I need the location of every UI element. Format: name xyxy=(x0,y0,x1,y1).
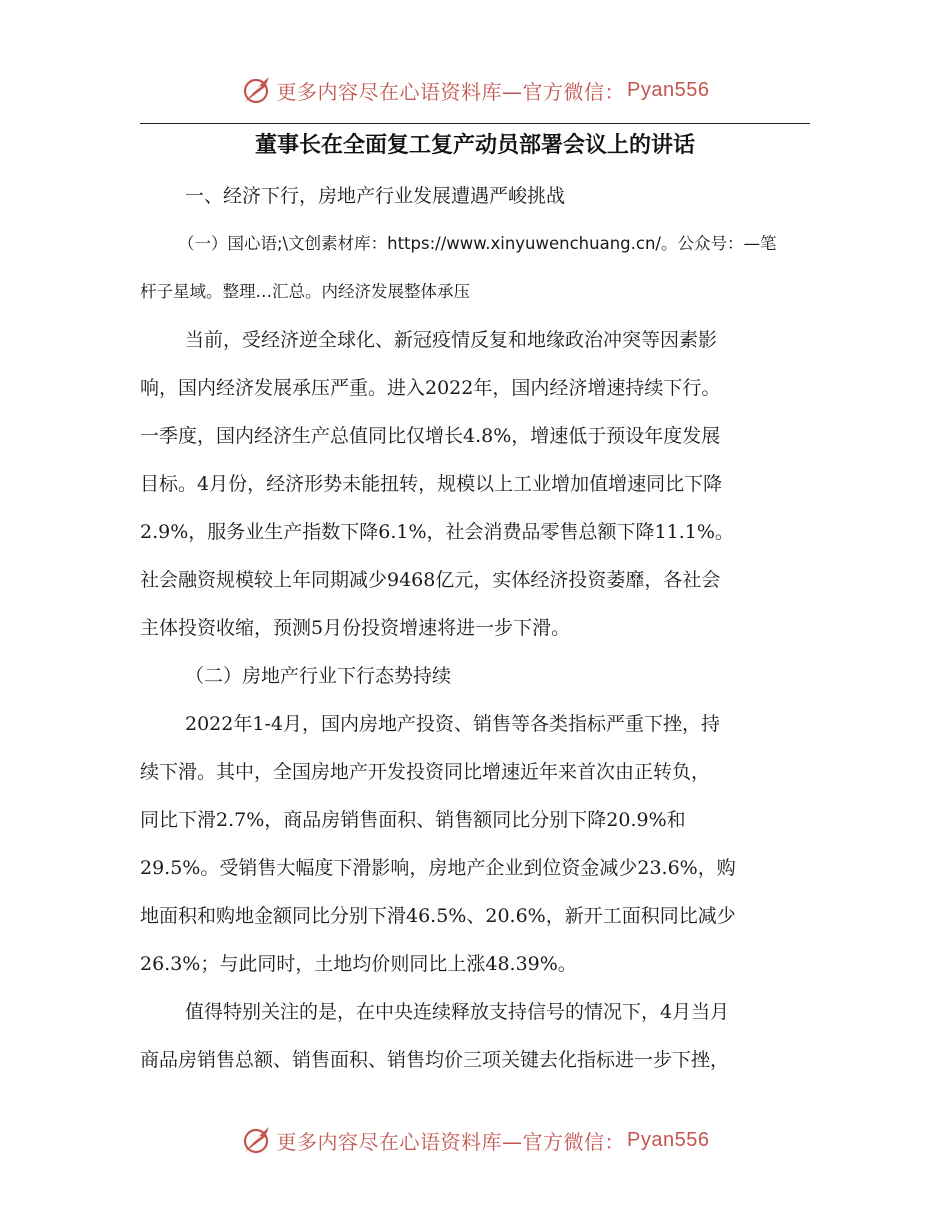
subsection-heading: （一）国心语;\文创素材库：https://www.xinyuwenchuang.cn/。公众号：—笔 xyxy=(178,234,777,253)
paragraph-line: 社会融资规模较上年同期减少9468亿元，实体经济投资萎靡，各社会 xyxy=(140,569,721,591)
paragraph-line: 值得特别关注的是，在中央连续释放支持信号的情况下，4月当月 xyxy=(185,1001,730,1023)
paragraph-line: 26.3%；与此同时，土地均价则同比上涨48.39%。 xyxy=(140,953,577,975)
paragraph-line: 目标。4月份，经济形势未能扭转，规模以上工业增加值增速同比下降 xyxy=(140,473,723,495)
paragraph-line: 2.9%，服务业生产指数下降6.1%，社会消费品零售总额下降11.1%。 xyxy=(140,521,734,543)
paragraph-line: 29.5%。受销售大幅度下滑影响，房地产企业到位资金减少23.6%，购 xyxy=(140,857,736,879)
paragraph-line: 续下滑。其中，全国房地产开发投资同比增速近年来首次由正转负， xyxy=(140,761,711,783)
brand-text: 更多内容尽在心语资料库—官方微信： xyxy=(276,1129,626,1154)
paragraph-line: 杆子星域。整理…汇总。内经济发展整体承压 xyxy=(140,282,470,301)
header-rule xyxy=(140,123,810,124)
brand-text: 更多内容尽在心语资料库—官方微信： xyxy=(276,79,626,104)
quill-circle-icon xyxy=(241,74,273,106)
section-heading: 一、经济下行，房地产行业发展遭遇严峻挑战 xyxy=(185,185,566,207)
paragraph-line: 同比下滑2.7%，商品房销售面积、销售额同比分别下降20.9%和 xyxy=(140,809,686,831)
header-watermark xyxy=(0,70,950,110)
subsection-heading: （二）房地产行业下行态势持续 xyxy=(185,665,452,687)
quill-circle-icon xyxy=(241,1124,273,1156)
paragraph-line: 一季度，国内经济生产总值同比仅增长4.8%，增速低于预设年度发展 xyxy=(140,425,721,447)
paragraph-line: 商品房销售总额、销售面积、销售均价三项关键去化指标进一步下挫， xyxy=(140,1049,730,1071)
document-body xyxy=(140,178,810,1090)
footer-watermark xyxy=(0,1120,950,1160)
brand-wechat-id: Pyan556 xyxy=(627,1128,710,1151)
paragraph-line: 响，国内经济发展承压严重。进入2022年，国内经济增速持续下行。 xyxy=(140,377,721,399)
paragraph-line: 2022年1-4月，国内房地产投资、销售等各类指标严重下挫，持 xyxy=(185,713,720,735)
page-title: 董事长在全面复工复产动员部署会议上的讲话 xyxy=(254,133,695,158)
paragraph-line: 主体投资收缩，预测5月份投资增速将进一步下滑。 xyxy=(140,617,571,639)
paragraph-line: 地面积和购地金额同比分别下滑46.5%、20.6%，新开工面积同比减少 xyxy=(140,905,736,927)
paragraph-line: 当前，受经济逆全球化、新冠疫情反复和地缘政治冲突等因素影 xyxy=(185,329,718,351)
brand-wechat-id: Pyan556 xyxy=(627,78,710,101)
